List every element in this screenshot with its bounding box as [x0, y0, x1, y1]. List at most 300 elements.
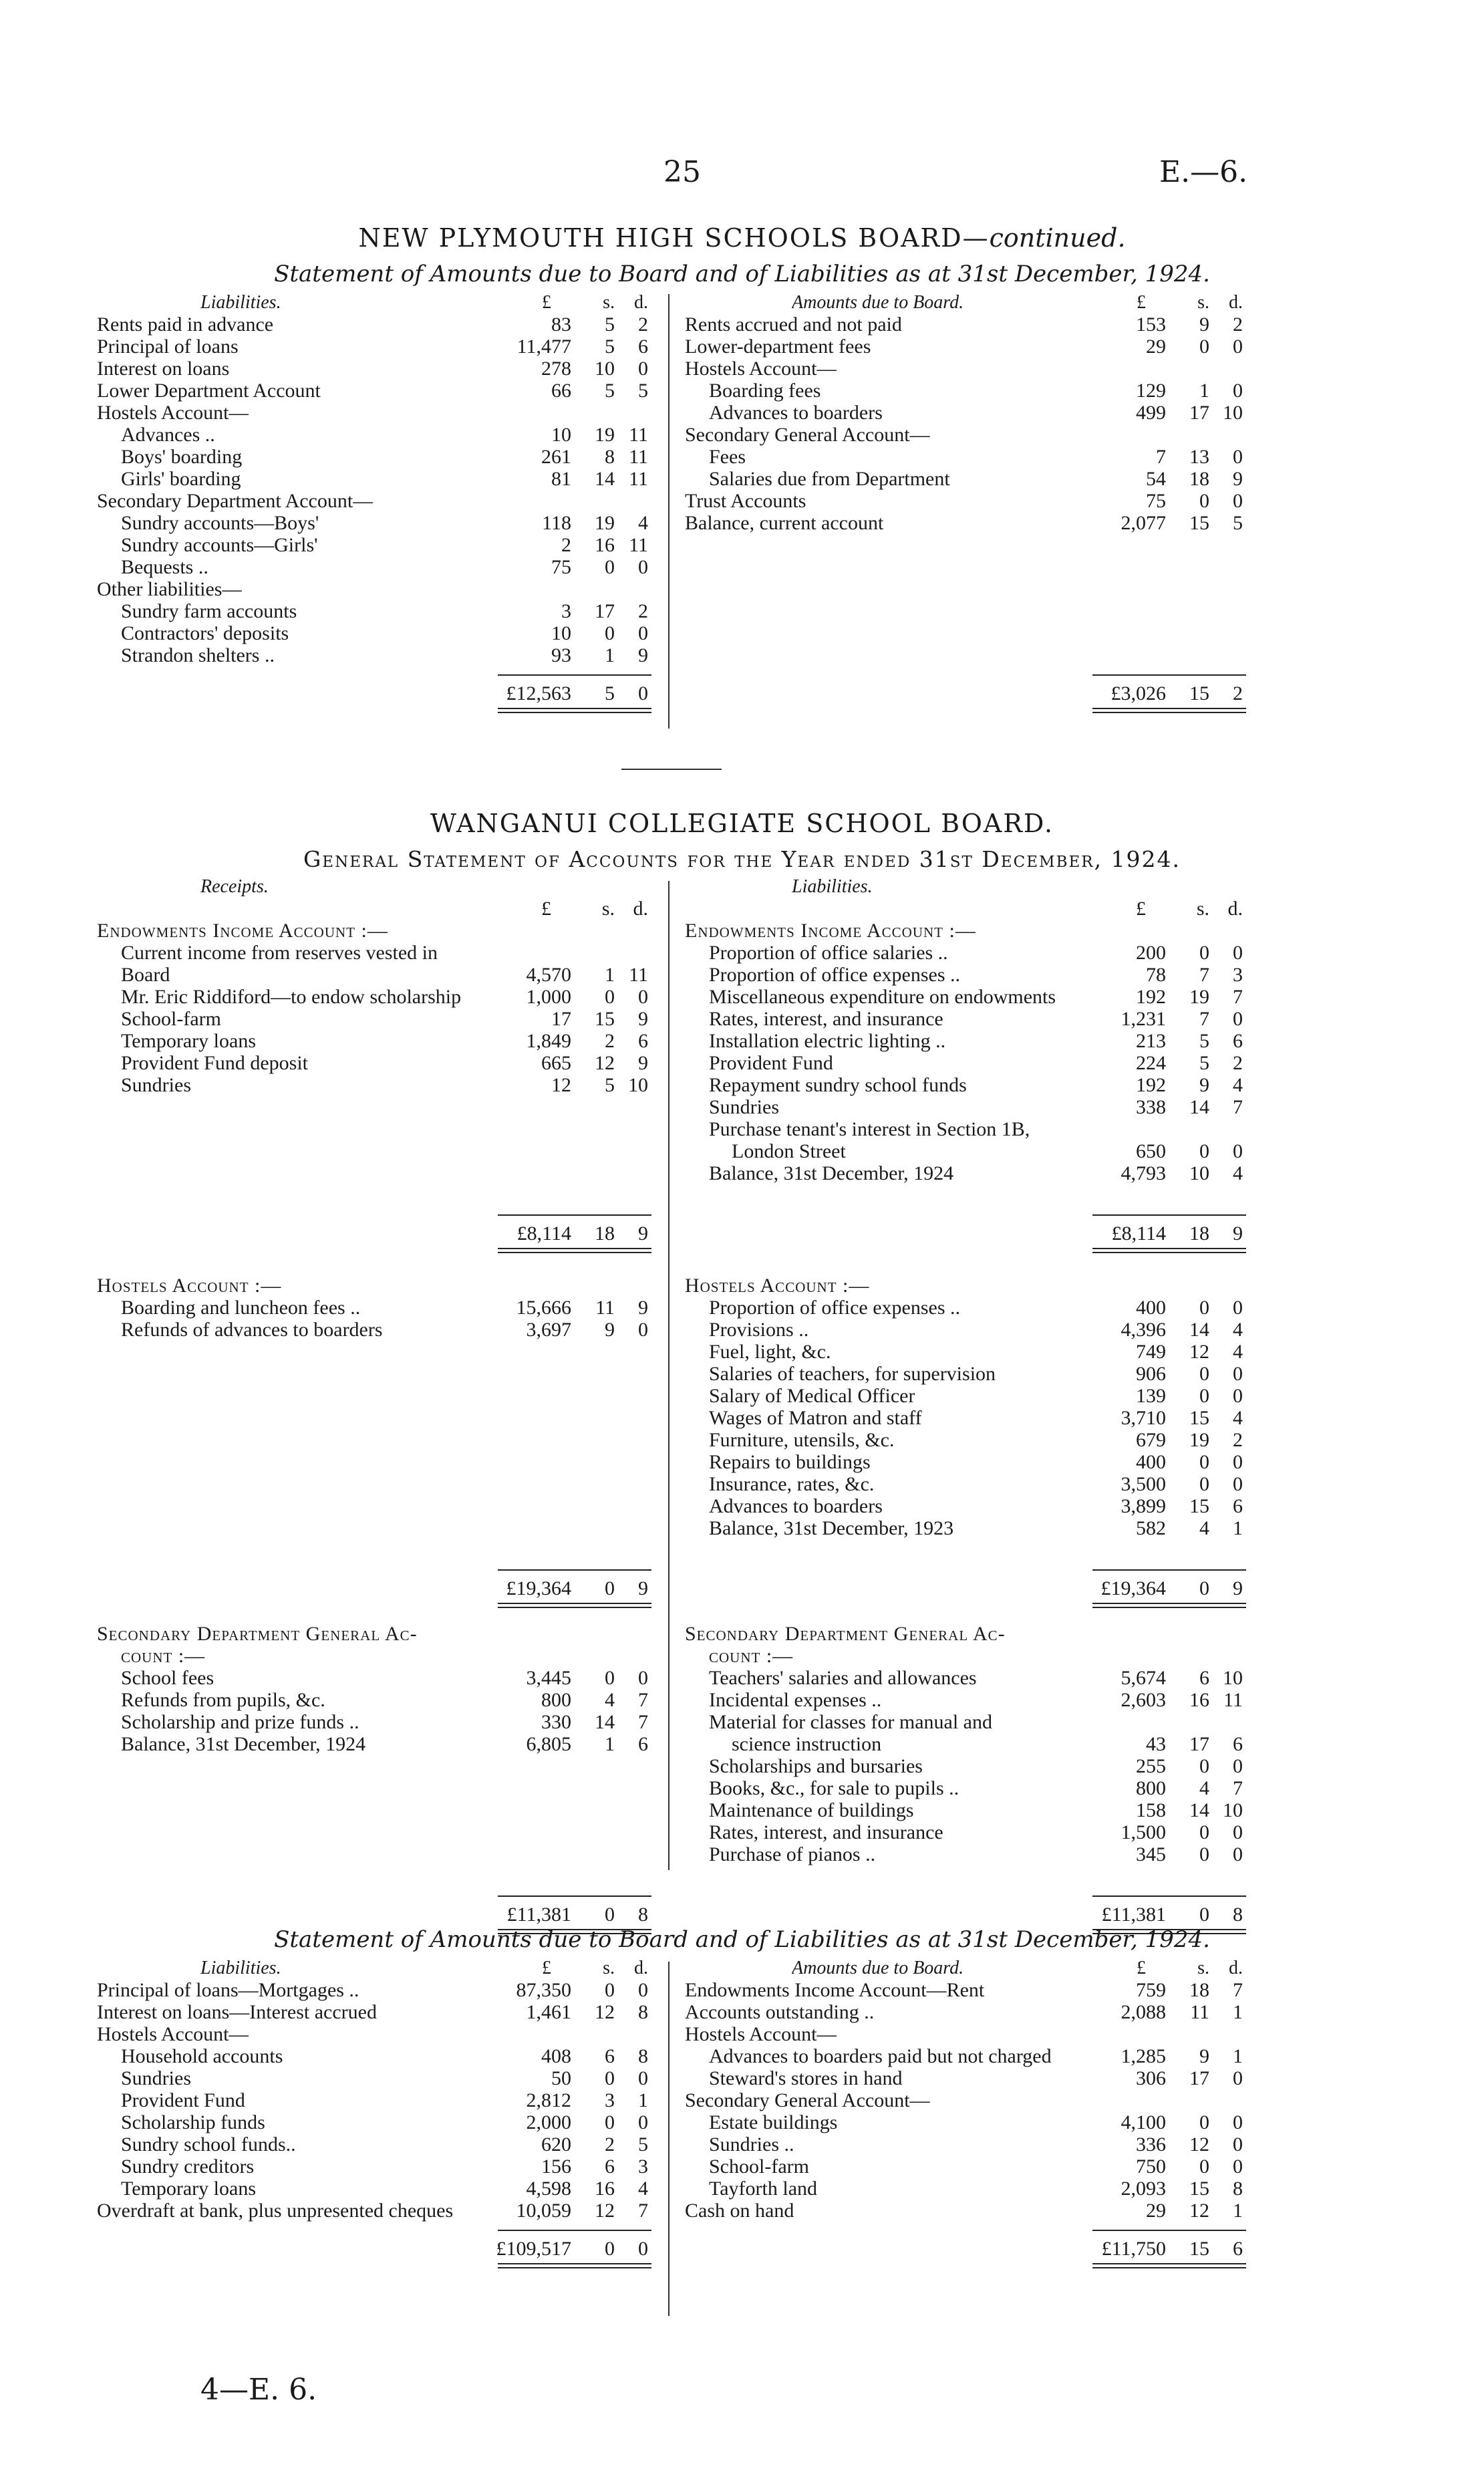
amount-pounds: 6,805 — [526, 1733, 571, 1755]
amount-pence: 9 — [1233, 468, 1243, 490]
table-row — [97, 1979, 651, 2001]
pence-header: d. — [634, 292, 648, 313]
amount-pounds: 15,666 — [516, 1297, 571, 1319]
row-label: Endowments Income Account—Rent — [685, 1979, 985, 2001]
section-heading-label: Hostels Account :— — [97, 1275, 282, 1297]
total-shillings: 5 — [605, 682, 615, 704]
amount-shillings: 0 — [1199, 1140, 1209, 1162]
row-label: Refunds from pupils, &c. — [121, 1689, 325, 1711]
row-label: Trust Accounts — [685, 490, 806, 512]
amount-shillings: 0 — [1199, 1385, 1209, 1407]
row-label: Repayment sundry school funds — [709, 1074, 967, 1096]
column-header — [97, 876, 651, 898]
wc-statement-liabilities-table — [97, 1957, 651, 2270]
amount-pence: 4 — [1233, 1341, 1243, 1363]
total-row — [685, 1577, 1246, 1599]
total-pence: 9 — [638, 1222, 648, 1245]
row-label: Incidental expenses .. — [709, 1689, 882, 1711]
table-row — [97, 644, 651, 666]
amount-pence: 0 — [638, 986, 648, 1008]
total-row — [97, 1904, 651, 1926]
amount-shillings: 4 — [605, 1689, 615, 1711]
amount-pounds: 2,093 — [1121, 2178, 1166, 2200]
total-row — [97, 2238, 651, 2260]
amount-shillings: 17 — [1189, 1733, 1209, 1755]
amount-pence: 10 — [628, 1074, 648, 1096]
amount-shillings: 19 — [1189, 986, 1209, 1008]
row-label: Advances to boarders — [709, 402, 883, 424]
row-label: Sundry farm accounts — [121, 600, 297, 622]
amount-pence: 1 — [638, 2089, 648, 2111]
amount-pence: 2 — [638, 600, 648, 622]
amount-pounds: 665 — [541, 1052, 571, 1074]
section-heading-label: Secondary Department General Ac- — [685, 1623, 1006, 1645]
amount-shillings: 0 — [1199, 1821, 1209, 1843]
spacer — [685, 1609, 1246, 1623]
amount-pounds: 2,088 — [1121, 2001, 1166, 2023]
row-label: Refunds of advances to boarders — [121, 1319, 383, 1341]
amount-shillings: 0 — [1199, 2155, 1209, 2178]
amount-pence: 0 — [638, 1979, 648, 2001]
amount-pounds: 66 — [551, 380, 571, 402]
spacer — [685, 534, 1246, 666]
section-heading-label: count :— — [709, 1645, 794, 1667]
total-shillings: 0 — [1199, 1904, 1209, 1926]
table-row — [685, 2045, 1246, 2067]
row-label: Hostels Account— — [685, 358, 837, 380]
row-label: Balance, 31st December, 1924 — [121, 1733, 366, 1755]
column-header — [685, 1957, 1246, 1979]
table-row — [685, 1140, 1246, 1162]
amount-shillings: 5 — [605, 380, 615, 402]
amount-pounds: 75 — [1146, 490, 1166, 512]
row-label: Sundry accounts—Girls' — [121, 534, 318, 556]
amount-pence: 9 — [638, 1008, 648, 1030]
table-row — [685, 2200, 1246, 2222]
amount-shillings: 0 — [605, 622, 615, 644]
amount-pounds: 330 — [541, 1711, 571, 1733]
amount-pence: 6 — [638, 1733, 648, 1755]
amount-pence: 9 — [638, 1052, 648, 1074]
row-label: School-farm — [121, 1008, 221, 1030]
table-row — [97, 490, 651, 512]
amount-pence: 6 — [1233, 1495, 1243, 1517]
amount-shillings: 8 — [605, 446, 615, 468]
total-double-rule — [1092, 708, 1246, 713]
amount-shillings: 9 — [1199, 2045, 1209, 2067]
amount-shillings: 17 — [1189, 402, 1209, 424]
table-row — [685, 1843, 1246, 1865]
row-label: Rents paid in advance — [97, 313, 274, 336]
section-heading-label: Hostels Account :— — [685, 1275, 870, 1297]
amount-pounds: 4,396 — [1121, 1319, 1166, 1341]
amount-pounds: 10,059 — [516, 2200, 571, 2222]
row-label: Advances .. — [121, 424, 215, 446]
amount-pounds: 87,350 — [516, 1979, 571, 2001]
pence-header: d. — [1229, 1958, 1243, 1978]
row-label: Current income from reserves vested in — [121, 942, 438, 964]
row-label: Advances to boarders paid but not charged — [709, 2045, 1052, 2067]
amount-pence: 0 — [1233, 1755, 1243, 1777]
amount-shillings: 19 — [595, 512, 615, 534]
row-label: Contractors' deposits — [121, 622, 289, 644]
table-row — [97, 2045, 651, 2067]
amount-pence: 1 — [1233, 2001, 1243, 2023]
spacer — [97, 1206, 651, 1213]
wc-statement-amounts-table — [685, 1957, 1246, 2270]
amount-pounds: 43 — [1146, 1733, 1166, 1755]
column-header-title: Liabilities. — [792, 876, 873, 897]
shillings-header: s. — [1197, 1958, 1209, 1978]
table-row — [685, 1473, 1246, 1495]
row-label: Salary of Medical Officer — [709, 1385, 915, 1407]
total-double-rule — [498, 708, 651, 713]
total-block — [97, 673, 651, 714]
amount-shillings: 0 — [605, 2067, 615, 2089]
amount-pounds: 139 — [1136, 1385, 1166, 1407]
table-row — [685, 1451, 1246, 1473]
wc-statement-subtitle: Statement of Amounts due to Board and of Liabilities as at 31st December, 1924. — [274, 1926, 1210, 1953]
amount-pence: 0 — [1233, 2067, 1243, 2089]
np-subtitle: Statement of Amounts due to Board and of Liabilities as at 31st December, 1924. — [274, 261, 1210, 287]
amount-pence: 1 — [1233, 2200, 1243, 2222]
amount-pence: 10 — [1223, 402, 1243, 424]
row-label: Provident Fund deposit — [121, 1052, 309, 1074]
amount-shillings: 12 — [595, 2200, 615, 2222]
row-label: Rents accrued and not paid — [685, 313, 902, 336]
amount-shillings: 4 — [1199, 1517, 1209, 1539]
amount-pounds: 1,849 — [526, 1030, 571, 1052]
section-heading — [97, 920, 651, 942]
shillings-header: s. — [601, 898, 615, 920]
table-row — [97, 1297, 651, 1319]
amount-pence: 0 — [1233, 380, 1243, 402]
total-shillings: 18 — [595, 1222, 615, 1245]
amount-shillings: 5 — [605, 1074, 615, 1096]
amount-shillings: 0 — [605, 1979, 615, 2001]
amount-shillings: 6 — [605, 2045, 615, 2067]
amount-pounds: 12 — [551, 1074, 571, 1096]
amount-shillings: 17 — [595, 600, 615, 622]
amount-pounds: 2,077 — [1121, 512, 1166, 534]
row-label: Lower Department Account — [97, 380, 321, 402]
total-pounds: £12,563 — [506, 682, 571, 704]
amount-shillings: 17 — [1189, 2067, 1209, 2089]
section-heading — [97, 1275, 651, 1297]
amount-pence: 6 — [638, 1030, 648, 1052]
pounds-header: £ — [541, 898, 551, 920]
amount-shillings: 12 — [1189, 1341, 1209, 1363]
amount-shillings: 0 — [1199, 1297, 1209, 1319]
amount-shillings: 11 — [595, 1297, 615, 1319]
column-header-title: Liabilities. — [200, 1958, 281, 1978]
table-row — [685, 986, 1246, 1008]
total-row — [685, 1222, 1246, 1245]
column-header-title: Amounts due to Board. — [792, 292, 964, 313]
spacer — [685, 1865, 1246, 1887]
table-row — [97, 2178, 651, 2200]
table-row — [685, 942, 1246, 964]
amount-pounds: 400 — [1136, 1297, 1166, 1319]
table-row — [685, 1096, 1246, 1118]
amount-shillings: 0 — [1199, 490, 1209, 512]
amount-pounds: 83 — [551, 313, 571, 336]
table-row — [685, 402, 1246, 424]
table-row — [97, 578, 651, 600]
amount-pounds: 1,461 — [526, 2001, 571, 2023]
amount-pence: 0 — [1233, 1843, 1243, 1865]
row-label: Hostels Account— — [97, 2023, 249, 2045]
total-rule — [498, 674, 651, 676]
pounds-header: £ — [1137, 1958, 1146, 1978]
amount-shillings: 14 — [1189, 1799, 1209, 1821]
amount-pence: 4 — [1233, 1407, 1243, 1429]
amount-pence: 0 — [1233, 490, 1243, 512]
row-label: Insurance, rates, &c. — [709, 1473, 875, 1495]
amount-shillings: 10 — [595, 358, 615, 380]
row-label: Fees — [709, 446, 746, 468]
amount-pence: 0 — [638, 2111, 648, 2133]
amount-pence: 0 — [1233, 1363, 1243, 1385]
total-row — [685, 1904, 1246, 1926]
row-label: Salaries due from Department — [709, 468, 950, 490]
pounds-header: £ — [1137, 292, 1146, 313]
amount-shillings: 0 — [1199, 1843, 1209, 1865]
amount-pounds: 650 — [1136, 1140, 1166, 1162]
amount-pounds: 1,500 — [1121, 1821, 1166, 1843]
amount-pounds: 213 — [1136, 1030, 1166, 1052]
amount-pounds: 153 — [1136, 313, 1166, 336]
table-row — [685, 1667, 1246, 1689]
table-row — [685, 1297, 1246, 1319]
table-row — [97, 2111, 651, 2133]
amount-pence: 7 — [1233, 1777, 1243, 1799]
total-pence: 6 — [1233, 2238, 1243, 2260]
table-row — [97, 424, 651, 446]
amount-shillings: 16 — [595, 2178, 615, 2200]
amount-pounds: 93 — [551, 644, 571, 666]
amount-pounds: 3,899 — [1121, 1495, 1166, 1517]
amount-shillings: 18 — [1189, 1979, 1209, 2001]
amount-pence: 4 — [1233, 1162, 1243, 1184]
table-row — [685, 964, 1246, 986]
row-label: Tayforth land — [709, 2178, 818, 2200]
table-row — [685, 2111, 1246, 2133]
amount-shillings: 14 — [1189, 1319, 1209, 1341]
table-row — [685, 1495, 1246, 1517]
table-row — [685, 1733, 1246, 1755]
total-pence: 0 — [638, 682, 648, 704]
total-block — [685, 1213, 1246, 1255]
total-shillings: 15 — [1189, 682, 1209, 704]
amount-pounds: 3,710 — [1121, 1407, 1166, 1429]
row-label: Temporary loans — [121, 1030, 257, 1052]
amount-pence: 8 — [638, 2045, 648, 2067]
spacer — [97, 1561, 651, 1568]
section-heading-label: Endowments Income Account :— — [685, 920, 976, 942]
amount-shillings: 9 — [1199, 313, 1209, 336]
table-row — [97, 556, 651, 578]
total-double-rule — [498, 1248, 651, 1253]
row-label: Principal of loans — [97, 336, 239, 358]
total-rule — [498, 2230, 651, 2231]
amount-shillings: 19 — [595, 424, 615, 446]
table-row — [97, 2155, 651, 2178]
amount-shillings: 15 — [1189, 1407, 1209, 1429]
table-row — [97, 336, 651, 358]
amount-pence: 0 — [1233, 446, 1243, 468]
amount-pence: 4 — [1233, 1074, 1243, 1096]
amount-pounds: 11,477 — [516, 336, 571, 358]
table-row — [685, 1429, 1246, 1451]
amount-pence: 5 — [638, 2133, 648, 2155]
amount-pence: 2 — [1233, 1052, 1243, 1074]
amount-pounds: 255 — [1136, 1755, 1166, 1777]
total-rule — [498, 1569, 651, 1571]
row-label: Installation electric lighting .. — [709, 1030, 946, 1052]
amount-shillings: 16 — [1189, 1689, 1209, 1711]
table-row — [97, 1667, 651, 1689]
row-label: Boarding fees — [709, 380, 821, 402]
page-code: E.—6. — [1159, 155, 1248, 189]
amount-pounds: 129 — [1136, 380, 1166, 402]
page-footer: 4—E. 6. — [200, 2373, 317, 2407]
table-row — [97, 1319, 651, 1341]
amount-shillings: 5 — [605, 313, 615, 336]
amount-shillings: 9 — [605, 1319, 615, 1341]
spacer — [97, 666, 651, 673]
table-row — [685, 1799, 1246, 1821]
spacer — [97, 1341, 651, 1561]
total-pounds: £3,026 — [1110, 682, 1166, 704]
amount-pounds: 1,000 — [526, 986, 571, 1008]
row-label: Balance, 31st December, 1923 — [709, 1517, 954, 1539]
amount-pounds: 336 — [1136, 2133, 1166, 2155]
currency-header — [97, 898, 651, 920]
row-label: Sundries .. — [709, 2133, 794, 2155]
amount-pence: 6 — [1233, 1030, 1243, 1052]
amount-shillings: 0 — [1199, 942, 1209, 964]
amount-pence: 11 — [1223, 1689, 1243, 1711]
amount-pence: 0 — [1233, 2133, 1243, 2155]
amount-pence: 0 — [1233, 1385, 1243, 1407]
table-row — [685, 358, 1246, 380]
amount-pence: 6 — [1233, 1733, 1243, 1755]
total-row — [685, 682, 1246, 704]
amount-shillings: 1 — [1199, 380, 1209, 402]
row-label: Other liabilities— — [97, 578, 243, 600]
amount-shillings: 12 — [595, 2001, 615, 2023]
row-label: Purchase tenant's interest in Section 1B, — [709, 1118, 1030, 1140]
amount-pence: 1 — [1233, 2045, 1243, 2067]
amount-pence: 7 — [638, 2200, 648, 2222]
shillings-header: s. — [1196, 898, 1209, 920]
amount-pounds: 4,598 — [526, 2178, 571, 2200]
total-pence: 8 — [638, 1904, 648, 1926]
total-pounds: £109,517 — [496, 2238, 571, 2260]
row-label: Girls' boarding — [121, 468, 241, 490]
amount-pence: 9 — [638, 644, 648, 666]
shillings-header: s. — [603, 292, 615, 313]
amount-pounds: 306 — [1136, 2067, 1166, 2089]
row-label: Steward's stores in hand — [709, 2067, 903, 2089]
row-label: Teachers' salaries and allowances — [709, 1667, 977, 1689]
section-heading — [685, 1623, 1246, 1645]
amount-shillings: 12 — [1189, 2200, 1209, 2222]
amount-pounds: 2,812 — [526, 2089, 571, 2111]
wc-liabilities-table — [685, 876, 1246, 1936]
table-row — [97, 512, 651, 534]
amount-shillings: 14 — [595, 468, 615, 490]
spacer — [685, 1561, 1246, 1568]
table-row — [685, 1755, 1246, 1777]
total-pounds: £11,750 — [1101, 2238, 1166, 2260]
row-label: Purchase of pianos .. — [709, 1843, 876, 1865]
amount-shillings: 1 — [605, 1733, 615, 1755]
amount-shillings: 14 — [595, 1711, 615, 1733]
amount-shillings: 0 — [1199, 1473, 1209, 1495]
pence-header: d. — [634, 1958, 648, 1978]
amount-pounds: 50 — [551, 2067, 571, 2089]
row-label: Sundries — [121, 1074, 191, 1096]
spacer — [97, 2222, 651, 2228]
amount-shillings: 0 — [1199, 1363, 1209, 1385]
amount-pounds: 3,445 — [526, 1667, 571, 1689]
amount-pence: 0 — [1233, 1140, 1243, 1162]
table-row — [685, 1385, 1246, 1407]
amount-pounds: 192 — [1136, 1074, 1166, 1096]
amount-shillings: 4 — [1199, 1777, 1209, 1799]
amount-pounds: 3 — [561, 600, 571, 622]
amount-pounds: 345 — [1136, 1843, 1166, 1865]
amount-pounds: 75 — [551, 556, 571, 578]
amount-pence: 5 — [1233, 512, 1243, 534]
amount-pence: 3 — [1233, 964, 1243, 986]
total-rule — [1092, 2230, 1246, 2231]
total-row — [97, 1577, 651, 1599]
amount-pence: 0 — [638, 1319, 648, 1341]
amount-shillings: 12 — [1189, 2133, 1209, 2155]
column-header — [97, 1957, 651, 1979]
amount-pence: 3 — [638, 2155, 648, 2178]
amount-pence: 11 — [629, 964, 648, 986]
amount-pence: 7 — [638, 1689, 648, 1711]
table-row — [97, 402, 651, 424]
table-row — [685, 313, 1246, 336]
amount-pence: 6 — [638, 336, 648, 358]
amount-pounds: 192 — [1136, 986, 1166, 1008]
amount-pounds: 78 — [1146, 964, 1166, 986]
total-pence: 9 — [1233, 1222, 1243, 1245]
table-row — [97, 986, 651, 1008]
amount-pence: 0 — [1233, 2111, 1243, 2133]
amount-pounds: 1,231 — [1121, 1008, 1166, 1030]
table-row — [685, 1052, 1246, 1074]
amount-pence: 0 — [638, 622, 648, 644]
table-row — [97, 446, 651, 468]
total-shillings: 0 — [1199, 1577, 1209, 1599]
amount-shillings: 5 — [605, 336, 615, 358]
pounds-header: £ — [542, 292, 551, 313]
total-block — [685, 1568, 1246, 1609]
section-heading — [685, 1275, 1246, 1297]
amount-pounds: 5,674 — [1121, 1667, 1166, 1689]
table-row — [685, 1162, 1246, 1184]
table-row — [685, 446, 1246, 468]
np-liabilities-table — [97, 291, 651, 714]
table-row — [685, 1821, 1246, 1843]
amount-pence: 11 — [629, 468, 648, 490]
